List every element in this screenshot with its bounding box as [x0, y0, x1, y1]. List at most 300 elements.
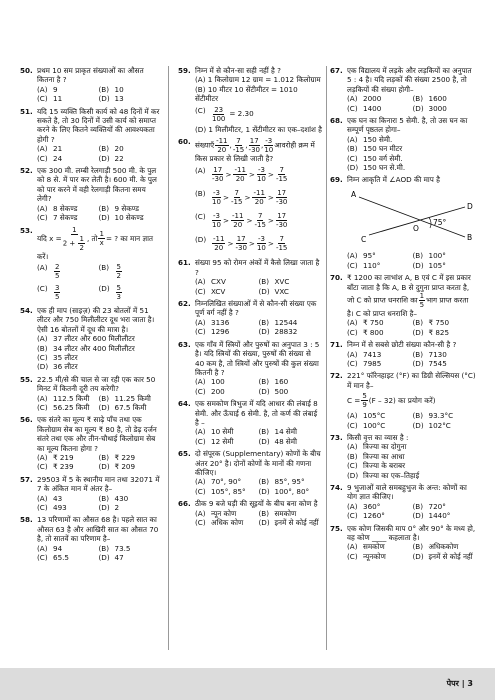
- question-number: 66.: [178, 499, 191, 509]
- question-stem: [20, 107, 160, 145]
- fraction: [233, 137, 244, 154]
- fraction-numerator: -3: [257, 235, 265, 244]
- fraction-denominator: 10: [264, 146, 274, 155]
- option-value: 34 लीटर और 400 मिलीलीटर: [53, 343, 135, 353]
- options: [178, 75, 322, 134]
- fraction: [63, 226, 86, 252]
- option-letter: (B): [98, 393, 110, 403]
- question-text: 13 परिणामों का औसत 68 है। पहले सात का औसत 63 है और आखिरी सात का औसत 70 है, तो सातवें का परिणाम है–: [37, 515, 159, 544]
- option-value: XCV: [211, 286, 226, 296]
- fraction-numerator: -11: [216, 137, 228, 146]
- fraction-numerator: 1: [72, 225, 77, 234]
- option-value: 85°, 95°: [274, 477, 305, 487]
- option-value: $\frac{-3}{10}$ > $\frac{-11}{20}$ > $\frac{7}{-15}$ > $\frac{17}{-30}$: [212, 212, 288, 230]
- option-letter: (D): [98, 462, 110, 472]
- fraction: [257, 235, 266, 252]
- fraction-denominator: 2: [79, 243, 84, 252]
- option-letter: (A): [195, 277, 206, 287]
- option: [347, 452, 478, 461]
- fraction: [276, 166, 287, 183]
- question-number: 73.: [330, 432, 343, 442]
- option-value: ₹ 750: [428, 318, 450, 328]
- question: [178, 399, 322, 446]
- question-number: 68.: [330, 116, 343, 126]
- option-letter: (D): [98, 283, 110, 293]
- option: [347, 144, 478, 153]
- option-value: ₹ 825: [428, 327, 450, 337]
- option: [413, 328, 479, 337]
- options: [330, 411, 478, 430]
- option: [195, 387, 259, 396]
- option: [347, 94, 413, 103]
- text-fragment: आवरोही क्रम में किस प्रकार से लिखी जाती है?: [195, 140, 315, 164]
- fraction-numerator: -11: [232, 212, 244, 221]
- option-letter: (D): [412, 511, 424, 521]
- option: [195, 212, 322, 229]
- question: [20, 226, 160, 303]
- option-value: 7130: [428, 349, 447, 359]
- fraction-numerator: 1: [79, 234, 84, 243]
- question-number: 71.: [330, 340, 343, 350]
- option-letter: (B): [37, 343, 48, 353]
- question-stem: [20, 166, 160, 204]
- option-letter: (A): [37, 543, 48, 553]
- option: [347, 421, 413, 430]
- option-value: 10 सेकण्ड: [114, 213, 144, 223]
- text-fragment: भाग प्राप्त करता: [426, 295, 469, 305]
- question-stem: [20, 66, 160, 85]
- question-number: 74.: [330, 483, 343, 492]
- option-letter: (D): [98, 402, 110, 412]
- angle-label: 75°: [433, 217, 447, 227]
- option-value: 36 लीटर: [53, 362, 78, 372]
- fraction: [78, 235, 84, 252]
- option-value: 500: [274, 386, 289, 396]
- option-letter: (A): [347, 442, 358, 452]
- option-letter: (D): [258, 486, 270, 496]
- fraction-numerator: -11: [234, 166, 246, 175]
- option: [99, 213, 161, 222]
- option-value: 28832: [274, 327, 298, 337]
- fraction-numerator: 2: [55, 262, 60, 271]
- option-letter: (A): [195, 317, 206, 327]
- option-letter: (D): [412, 103, 424, 113]
- fraction-numerator: 17: [236, 235, 246, 244]
- fraction-denominator: 5: [419, 300, 425, 309]
- option-letter: (B): [412, 251, 424, 261]
- question: [20, 306, 160, 372]
- option: [37, 204, 99, 213]
- option-letter: (A): [37, 493, 48, 503]
- fraction: [116, 263, 122, 280]
- question: [178, 340, 322, 396]
- fraction-denominator: -30: [212, 175, 224, 184]
- options: [178, 509, 322, 528]
- question-stem: [178, 258, 322, 277]
- question-stem: [330, 66, 478, 94]
- fraction-numerator: 7: [279, 235, 284, 244]
- options: [20, 394, 160, 413]
- option: [195, 487, 259, 496]
- option-value: 11: [53, 94, 63, 104]
- option-letter: (A): [347, 134, 358, 144]
- option-letter: (A): [195, 377, 206, 387]
- option: [99, 154, 161, 163]
- question-text: 22.5 मी/से की चाल से जा रही एक कार 50 मिनट में कितनी दूरी तय करेगी?: [37, 374, 156, 394]
- option-letter: (C): [195, 105, 206, 115]
- option: [99, 553, 161, 562]
- option-letter: (D): [412, 327, 424, 337]
- fraction-denominator: 3: [116, 292, 121, 301]
- option-value: 150 सेमी.: [363, 134, 393, 144]
- fraction-denominator: 2 + $\frac{1}{2}$: [62, 234, 84, 252]
- option-value: न्यूनकोण: [363, 551, 386, 561]
- question-text: प्रथम 10 सम प्राकृत संख्याओं का औसत कितना है ?: [37, 66, 144, 85]
- question-text: एक 300 मी. लम्बी रेलगाड़ी 500 मी. के पुल को 8 से. में पार कर लेती है। 600 मी. के पुल को पार करने में वही रेलगाड़ी कितना समय लेगी?: [37, 166, 157, 204]
- option-value: 1296: [211, 327, 230, 337]
- question-number: 60.: [178, 137, 191, 147]
- question-stem: [178, 340, 322, 378]
- options: [330, 135, 478, 173]
- option: [99, 144, 161, 153]
- option-value: समकोण: [363, 542, 385, 552]
- option-letter: (C): [195, 436, 206, 446]
- option-value: 11.25 किमी: [114, 393, 151, 403]
- option: [259, 437, 323, 446]
- option-letter: (A): [195, 427, 206, 437]
- fraction-denominator: 9: [362, 401, 367, 410]
- option-value: इनमें से कोई नहीं: [274, 518, 319, 527]
- option: [347, 471, 478, 480]
- option-letter: (A): [37, 453, 48, 462]
- fraction-denominator: 10: [212, 198, 221, 207]
- options: [178, 163, 322, 255]
- option-letter: (C): [195, 518, 206, 527]
- question: [178, 499, 322, 527]
- option: [37, 503, 99, 512]
- fraction: [257, 166, 266, 183]
- option-letter: (C): [37, 462, 48, 472]
- question-stem: [178, 399, 322, 427]
- fraction: [212, 106, 225, 123]
- option-letter: (D): [37, 362, 49, 372]
- options: [330, 542, 478, 561]
- fraction-denominator: 20: [235, 175, 245, 184]
- option-letter: (B): [98, 262, 110, 272]
- options: [178, 318, 322, 337]
- question-text: ठीक 9 बजे घड़ी की सूइयों के बीच बना कोण है: [195, 499, 318, 509]
- option-letter: (D): [412, 358, 424, 368]
- option-value: ₹ 229: [114, 453, 136, 462]
- option-letter: (D): [258, 286, 270, 296]
- option-value: 7 सेकण्ड: [53, 213, 78, 223]
- fraction-numerator: 17: [277, 212, 287, 221]
- option-value: 105°, 85°: [211, 486, 246, 496]
- option-letter: (B): [98, 453, 110, 462]
- options: [178, 277, 322, 296]
- line-AB: [359, 197, 465, 237]
- option-letter: (C): [347, 327, 358, 337]
- fraction-denominator: -15: [232, 146, 245, 155]
- question: [178, 66, 322, 134]
- option-letter: (B): [412, 411, 424, 421]
- option: [413, 104, 479, 113]
- option: [413, 552, 479, 561]
- option-letter: (C): [195, 327, 206, 337]
- question-stem: [330, 175, 478, 184]
- question: [330, 273, 478, 337]
- fraction-denominator: 10: [256, 244, 266, 253]
- option-letter: (B): [412, 318, 424, 328]
- option-value: 70°, 90°: [211, 477, 242, 487]
- option-letter: (B): [98, 493, 110, 503]
- option-value: 100°C: [363, 420, 386, 430]
- option-value: 1600: [428, 94, 447, 104]
- options: [330, 350, 478, 369]
- option-value: 47: [114, 553, 124, 563]
- option: [347, 328, 413, 337]
- option-letter: (A): [37, 334, 48, 344]
- option-value: 360°: [363, 501, 381, 511]
- formula: [330, 392, 478, 409]
- option-value: 200: [211, 386, 225, 396]
- options: [330, 442, 478, 480]
- option: [195, 518, 259, 527]
- option-value: 48 सेमी: [274, 436, 297, 446]
- fraction: [235, 235, 246, 252]
- fraction: [264, 137, 273, 154]
- option: [259, 477, 323, 486]
- question: [330, 483, 478, 521]
- option-letter: (C): [347, 358, 358, 368]
- option: [259, 509, 323, 518]
- question-stem: [178, 299, 322, 318]
- option: [37, 154, 99, 163]
- option-letter: (C): [37, 94, 48, 104]
- fraction: [212, 235, 225, 252]
- fraction: [254, 212, 265, 229]
- options: [330, 94, 478, 113]
- label-D: D: [467, 201, 473, 211]
- option: [99, 204, 161, 213]
- question-text: एक घन का किनारा 5 सेमी. है, तो उस घन का सम्पूर्ण पृष्ठतल होगा–: [347, 116, 468, 135]
- option-value: 94: [53, 543, 63, 553]
- option: [195, 318, 259, 327]
- fraction: [215, 137, 228, 154]
- fraction-denominator: 5: [55, 292, 60, 301]
- option-letter: (B): [258, 317, 270, 327]
- options: [20, 453, 160, 472]
- option-value: 14 सेमी: [274, 427, 297, 437]
- question-text: दो संपूरक (Supplementary) कोणों के बीच अंतर 20° है। दोनों कोणों के मानों की गणना कीजिए।: [195, 449, 321, 477]
- option-letter: (B): [412, 542, 424, 552]
- question-number: 50.: [20, 66, 33, 75]
- options: [20, 544, 160, 563]
- question-text: एक गाँव में स्त्रियों और पुरुषों का अनुपात 3 : 5 है। यदि स्त्रियों की संख्या, पुरुषों की संख्या से 40 कम है, तो स्त्रियों और पुरुषों की कुल संख्या कितनी है ?: [195, 339, 320, 377]
- option-value: 73.5: [114, 543, 131, 553]
- question-number: 63.: [178, 339, 191, 349]
- fraction-numerator: 5: [362, 392, 367, 401]
- question: [330, 524, 478, 562]
- option-letter: (B): [258, 377, 270, 387]
- text-fragment: = ? का मान ज्ञात करें।: [37, 233, 154, 261]
- option-letter: (B): [412, 501, 424, 511]
- options: [178, 377, 322, 396]
- option-letter: (A): [195, 477, 206, 487]
- fraction: [212, 212, 221, 229]
- options: [20, 334, 160, 372]
- option-letter: (B): [412, 349, 424, 359]
- option-value: 12544: [274, 317, 298, 327]
- option-letter: (A): [37, 393, 48, 403]
- question-stem: [330, 433, 478, 442]
- fraction-numerator: -3: [213, 212, 220, 221]
- option-letter: (B): [195, 189, 206, 199]
- question-stem: [330, 371, 478, 390]
- question: [20, 107, 160, 163]
- option-value: 102°C: [428, 420, 451, 430]
- option-value: 493: [53, 503, 67, 513]
- label-B: B: [467, 232, 473, 242]
- question-text: यदि 15 व्यक्ति किसी कार्य को 48 दिनों में कर सकते है, तो 30 दिनों में उसी कार्य को समाप्त करने के लिए कितने व्यक्तियों की आवश्यकता होगी ?: [37, 106, 160, 144]
- option-value: ₹ 209: [114, 462, 136, 472]
- option-letter: (C): [37, 402, 48, 412]
- question-text: एक समकोण त्रिभुज में यदि आधार की लंबाई 8 सेमी. और ऊँचाई 6 सेमी. है, तो कर्ण की लंबाई है –: [195, 399, 318, 427]
- option-value: 21: [53, 144, 63, 154]
- option-value: 3000: [428, 103, 447, 113]
- footer-bar: [0, 668, 495, 700]
- option-letter: (C): [347, 551, 358, 561]
- angle-figure: [347, 187, 477, 249]
- text-fragment: , तो: [86, 233, 98, 243]
- question-stem: [20, 475, 160, 494]
- question-stem: [20, 306, 160, 334]
- fraction-denominator: -30: [275, 221, 288, 230]
- question-stem: [330, 483, 478, 502]
- option-value: VXC: [274, 286, 289, 296]
- option: [37, 453, 99, 462]
- options: [178, 477, 322, 496]
- option-value: त्रिज्या का दोगुना: [363, 442, 407, 452]
- question-stem: [330, 340, 478, 349]
- option-letter: (B): [98, 84, 110, 94]
- option-letter: (D): [98, 503, 110, 513]
- option-value: 100: [211, 377, 225, 387]
- question-text: एक विद्यालय में लड़के और लड़कियों का अनुपात 5 : 4 है। यदि लड़कों की संख्या 2500 है, तो लड़कियों की संख्या होगी–: [347, 66, 472, 94]
- question-text: एक संतरे का मूल्य ₹ साढ़े पाँच तथा एक किलोग्राम सेब का मूल्य ₹ 80 है, तो डेढ़ दर्जन संतरे तथा एक और तीन-चौथाई किलोग्राम सेब का मूल्य कितना होगा ?: [37, 415, 157, 453]
- option-value: 65.5: [53, 553, 70, 563]
- option-value: $\frac{-3}{10}$ > $\frac{7}{-15}$ > $\frac{-11}{20}$ > $\frac{17}{-30}$: [212, 189, 288, 207]
- fraction: [361, 392, 367, 409]
- option: [99, 403, 161, 412]
- option-letter: (D): [258, 386, 270, 396]
- option-letter: (D): [347, 163, 359, 173]
- column-3: [330, 66, 478, 564]
- question-number: 56.: [20, 415, 33, 425]
- option-value: $\frac{-11}{20}$ > $\frac{17}{-30}$ > $\frac{-3}{10}$ > $\frac{7}{-15}$: [213, 235, 288, 253]
- option-value: अधिक कोण: [211, 518, 244, 527]
- fraction-numerator: 17: [277, 189, 287, 198]
- question-text: 221° फॉरेनहाइट (°F) का डिग्री सेल्सियस (°C) में मान है–: [347, 371, 476, 390]
- option-letter: (C): [195, 486, 206, 496]
- question-stem: [178, 137, 322, 163]
- option-value: 22: [114, 153, 124, 163]
- option: [99, 462, 161, 471]
- option: [347, 318, 413, 327]
- option-value: 1440°: [428, 511, 451, 521]
- option: [413, 542, 479, 551]
- question-text: [37, 226, 160, 261]
- option-value: 105°: [428, 260, 446, 270]
- option-letter: (A): [347, 349, 358, 359]
- option: [99, 263, 161, 280]
- option-letter: (D): [258, 327, 270, 337]
- option: [37, 284, 99, 301]
- option: [413, 502, 479, 511]
- question-stem: [20, 226, 160, 261]
- option-value: 10 सेमी: [211, 427, 234, 437]
- question: [20, 475, 160, 513]
- fraction: [54, 284, 60, 301]
- question-text: किसी वृत्त का व्यास है :: [347, 432, 409, 442]
- option-value: 160: [274, 377, 289, 387]
- option-letter: (A): [347, 501, 358, 511]
- option-value: त्रिज्या के बराबर: [363, 461, 406, 471]
- option-letter: (C): [347, 103, 358, 113]
- option: [259, 318, 323, 327]
- fraction-denominator: -30: [248, 146, 260, 155]
- column-divider: [168, 66, 169, 650]
- option: [37, 334, 160, 343]
- option: [347, 442, 478, 451]
- fraction-numerator: 7: [279, 166, 284, 175]
- fraction-denominator: 10: [256, 175, 266, 184]
- question: [20, 375, 160, 413]
- question: [20, 166, 160, 222]
- option: [413, 318, 479, 327]
- option-value: 7985: [363, 358, 382, 368]
- option-value: 67.5 किमी: [114, 402, 147, 412]
- option: [259, 387, 323, 396]
- options: [330, 502, 478, 521]
- option-value: = 2.30: [229, 109, 254, 119]
- option-letter: (B): [412, 94, 424, 104]
- option-value: 37 लीटर और 600 मिलीलीटर: [53, 334, 135, 344]
- option: [259, 518, 323, 527]
- option-value: न्यून कोण: [211, 508, 237, 518]
- question-text: निम्न आकृति में ∠AOD की माप है: [347, 175, 440, 185]
- question-stem: [20, 375, 160, 394]
- option-letter: (C): [347, 461, 358, 471]
- option: [347, 154, 478, 163]
- question: [330, 116, 478, 172]
- fraction-denominator: -30: [235, 244, 247, 253]
- question-stem: [20, 415, 160, 453]
- option-value: ₹ 750: [363, 318, 384, 328]
- fraction: [276, 235, 287, 252]
- option: [347, 411, 413, 420]
- question-number: 64.: [178, 399, 191, 409]
- option-letter: (A): [37, 203, 48, 213]
- question-text: संख्या 95 को रोमन अंकों में कैसे लिखा जाता है ?: [195, 258, 320, 277]
- option-value: 9 सेकण्ड: [114, 203, 139, 213]
- question-text: 29503 में 5 के स्थानीय मान तथा 32071 में 7 के अंकित मान में अंतर है–: [37, 474, 160, 494]
- option: [347, 261, 413, 270]
- page-number: पेपर | 3: [446, 679, 473, 688]
- option: [37, 462, 99, 471]
- option-value: 35 लीटर: [53, 352, 78, 362]
- question-stem: [330, 524, 478, 543]
